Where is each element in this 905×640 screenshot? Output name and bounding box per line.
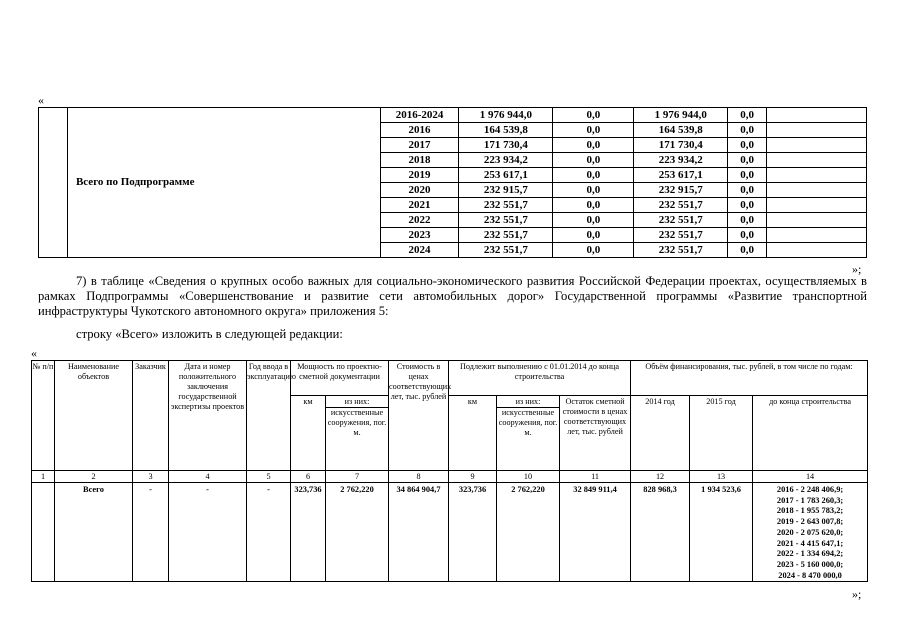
amount-cell: 0,0 bbox=[553, 138, 634, 153]
row-name: Всего bbox=[55, 483, 133, 582]
column-number: 12 bbox=[631, 471, 690, 483]
amount-cell: 0,0 bbox=[553, 153, 634, 168]
column-number: 6 bbox=[291, 471, 326, 483]
open-quote-top: « bbox=[38, 93, 44, 107]
trailing-cell bbox=[767, 153, 867, 168]
subprogram-row bbox=[39, 108, 867, 123]
column-number: 3 bbox=[133, 471, 169, 483]
amount-cell: 232 915,7 bbox=[634, 183, 728, 198]
amount-cell: 0,0 bbox=[728, 153, 767, 168]
column-number: 13 bbox=[690, 471, 753, 483]
period-cell: 2016 bbox=[380, 123, 459, 138]
row-km-2: 323,736 bbox=[449, 483, 497, 582]
year-amount: 2021 - 4 415 647,1; bbox=[776, 538, 844, 548]
period-cell: 2016-2024 bbox=[380, 108, 459, 123]
amount-cell: 0,0 bbox=[728, 243, 767, 258]
header-2015: 2015 год bbox=[690, 396, 753, 471]
row-customer: - bbox=[133, 483, 169, 582]
row-num bbox=[32, 483, 55, 582]
close-quote-top: »; bbox=[852, 262, 862, 276]
amount-cell: 0,0 bbox=[728, 168, 767, 183]
header-2014: 2014 год bbox=[631, 396, 690, 471]
amount-cell: 0,0 bbox=[553, 198, 634, 213]
header-capacity: Мощность по проектно-сметной документации bbox=[291, 361, 389, 396]
header-structures-label-2: искусственные сооружения, пог. м. bbox=[498, 408, 558, 437]
amount-cell: 232 551,7 bbox=[634, 198, 728, 213]
amount-cell: 0,0 bbox=[553, 123, 634, 138]
amount-cell: 0,0 bbox=[553, 183, 634, 198]
header-km: км bbox=[291, 396, 326, 471]
amount-cell: 164 539,8 bbox=[634, 123, 728, 138]
header-to-be-completed: Подлежит выполнению с 01.01.2014 до конца строительства bbox=[449, 361, 631, 396]
amount-cell: 0,0 bbox=[728, 123, 767, 138]
amount-cell: 232 551,7 bbox=[459, 228, 553, 243]
year-amount: 2018 - 1 955 783,2; bbox=[776, 506, 844, 516]
header-num: № п/п bbox=[32, 361, 55, 471]
amount-cell: 0,0 bbox=[553, 213, 634, 228]
column-number: 10 bbox=[497, 471, 560, 483]
year-amount: 2020 - 2 075 620,0; bbox=[776, 527, 844, 537]
amount-cell: 171 730,4 bbox=[634, 138, 728, 153]
header-customer: Заказчик bbox=[133, 361, 169, 471]
period-cell: 2018 bbox=[380, 153, 459, 168]
projects-table bbox=[31, 360, 868, 582]
amount-cell: 232 551,7 bbox=[459, 243, 553, 258]
row-remainder: 32 849 911,4 bbox=[560, 483, 631, 582]
period-cell: 2020 bbox=[380, 183, 459, 198]
amount-cell: 223 934,2 bbox=[459, 153, 553, 168]
amount-cell: 0,0 bbox=[728, 228, 767, 243]
header-structures-label: искусственные сооружения, пог. м. bbox=[327, 408, 387, 437]
amount-cell: 0,0 bbox=[553, 108, 634, 123]
period-cell: 2019 bbox=[380, 168, 459, 183]
year-amount: 2019 - 2 643 007,8; bbox=[776, 517, 844, 527]
trailing-cell bbox=[767, 138, 867, 153]
column-number: 1 bbox=[32, 471, 55, 483]
period-cell: 2021 bbox=[380, 198, 459, 213]
header-commission-year: Год ввода в эксплуатацию bbox=[247, 361, 291, 471]
header-of-which: из них: bbox=[326, 397, 388, 408]
row-km: 323,736 bbox=[291, 483, 326, 582]
amount-cell: 232 551,7 bbox=[459, 198, 553, 213]
amount-cell: 171 730,4 bbox=[459, 138, 553, 153]
trailing-cell bbox=[767, 168, 867, 183]
amount-cell: 1 976 944,0 bbox=[634, 108, 728, 123]
amount-cell: 0,0 bbox=[728, 213, 767, 228]
trailing-cell bbox=[767, 228, 867, 243]
amount-cell: 232 551,7 bbox=[634, 213, 728, 228]
amount-cell: 0,0 bbox=[728, 198, 767, 213]
column-number: 2 bbox=[55, 471, 133, 483]
period-cell: 2022 bbox=[380, 213, 459, 228]
header-structures-2 bbox=[497, 396, 560, 471]
amount-cell: 253 617,1 bbox=[459, 168, 553, 183]
header-name: Наименование объектов bbox=[55, 361, 133, 471]
header-structures bbox=[326, 396, 389, 471]
year-amount: 2017 - 1 783 260,3; bbox=[776, 495, 844, 505]
paragraph-instruction: строку «Всего» изложить в следующей редакции: bbox=[76, 327, 343, 341]
header-remainder: Остаток сметной стоимости в ценах соответствующих лет, тыс. рублей bbox=[560, 396, 631, 471]
row-year: - bbox=[247, 483, 291, 582]
amount-cell: 232 551,7 bbox=[634, 243, 728, 258]
column-number: 5 bbox=[247, 471, 291, 483]
column-number: 8 bbox=[389, 471, 449, 483]
trailing-cell bbox=[767, 123, 867, 138]
amount-cell: 223 934,2 bbox=[634, 153, 728, 168]
trailing-cell bbox=[767, 198, 867, 213]
year-amount: 2024 - 8 470 000,0 bbox=[778, 570, 842, 580]
header-until-end: до конца строительства bbox=[753, 396, 868, 471]
amount-cell: 0,0 bbox=[728, 183, 767, 198]
amount-cell: 0,0 bbox=[728, 108, 767, 123]
row-structures-2: 2 762,220 bbox=[497, 483, 560, 582]
row-2014: 828 968,3 bbox=[631, 483, 690, 582]
amount-cell: 0,0 bbox=[728, 138, 767, 153]
column-number: 9 bbox=[449, 471, 497, 483]
open-quote-bottom: « bbox=[31, 346, 37, 360]
header-of-which-2: из них: bbox=[497, 397, 559, 408]
subprogram-total-table bbox=[38, 107, 867, 258]
header-expertise-date: Дата и номер положительного заключения государственной экспертизы проектов bbox=[169, 361, 247, 471]
amount-cell: 0,0 bbox=[553, 228, 634, 243]
column-number: 7 bbox=[326, 471, 389, 483]
amount-cell: 232 915,7 bbox=[459, 183, 553, 198]
row-structures: 2 762,220 bbox=[326, 483, 389, 582]
subprogram-total-label: Всего по Подпрограмме bbox=[67, 108, 380, 258]
year-amount: 2023 - 5 160 000,0; bbox=[776, 559, 844, 569]
paragraph-amendment: 7) в таблице «Сведения о крупных особо важных для социально-экономического развития Российской Федерации проектах, осуществляемых в рамках Подпрограммы «Совершенствование и развитие сети автомобильных дорог» Государственной программы «Развитие транспортной инфраструктуры Чукотского автономного округа» приложения 5: bbox=[38, 274, 867, 318]
amount-cell: 253 617,1 bbox=[634, 168, 728, 183]
trailing-cell bbox=[767, 243, 867, 258]
amount-cell: 232 551,7 bbox=[634, 228, 728, 243]
trailing-cell bbox=[767, 108, 867, 123]
close-quote-bottom: »; bbox=[852, 587, 862, 601]
header-km-2: км bbox=[449, 396, 497, 471]
column-number: 14 bbox=[753, 471, 868, 483]
blank-cell bbox=[39, 108, 68, 258]
period-cell: 2023 bbox=[380, 228, 459, 243]
trailing-cell bbox=[767, 213, 867, 228]
column-number: 4 bbox=[169, 471, 247, 483]
amount-cell: 1 976 944,0 bbox=[459, 108, 553, 123]
header-cost: Стоимость в ценах соответствующих лет, тыс. рублей bbox=[389, 361, 449, 471]
row-2015: 1 934 523,6 bbox=[690, 483, 753, 582]
header-financing: Объём финансирования, тыс. рублей, в том числе по годам: bbox=[631, 361, 868, 396]
amount-cell: 232 551,7 bbox=[459, 213, 553, 228]
trailing-cell bbox=[767, 183, 867, 198]
period-cell: 2024 bbox=[380, 243, 459, 258]
row-years-breakdown bbox=[753, 483, 868, 582]
row-date: - bbox=[169, 483, 247, 582]
period-cell: 2017 bbox=[380, 138, 459, 153]
year-amount: 2016 - 2 248 406,9; bbox=[776, 485, 844, 494]
amount-cell: 0,0 bbox=[553, 243, 634, 258]
amount-cell: 164 539,8 bbox=[459, 123, 553, 138]
column-number: 11 bbox=[560, 471, 631, 483]
year-amount: 2022 - 1 334 694,2; bbox=[776, 549, 844, 559]
amount-cell: 0,0 bbox=[553, 168, 634, 183]
row-cost: 34 864 904,7 bbox=[389, 483, 449, 582]
